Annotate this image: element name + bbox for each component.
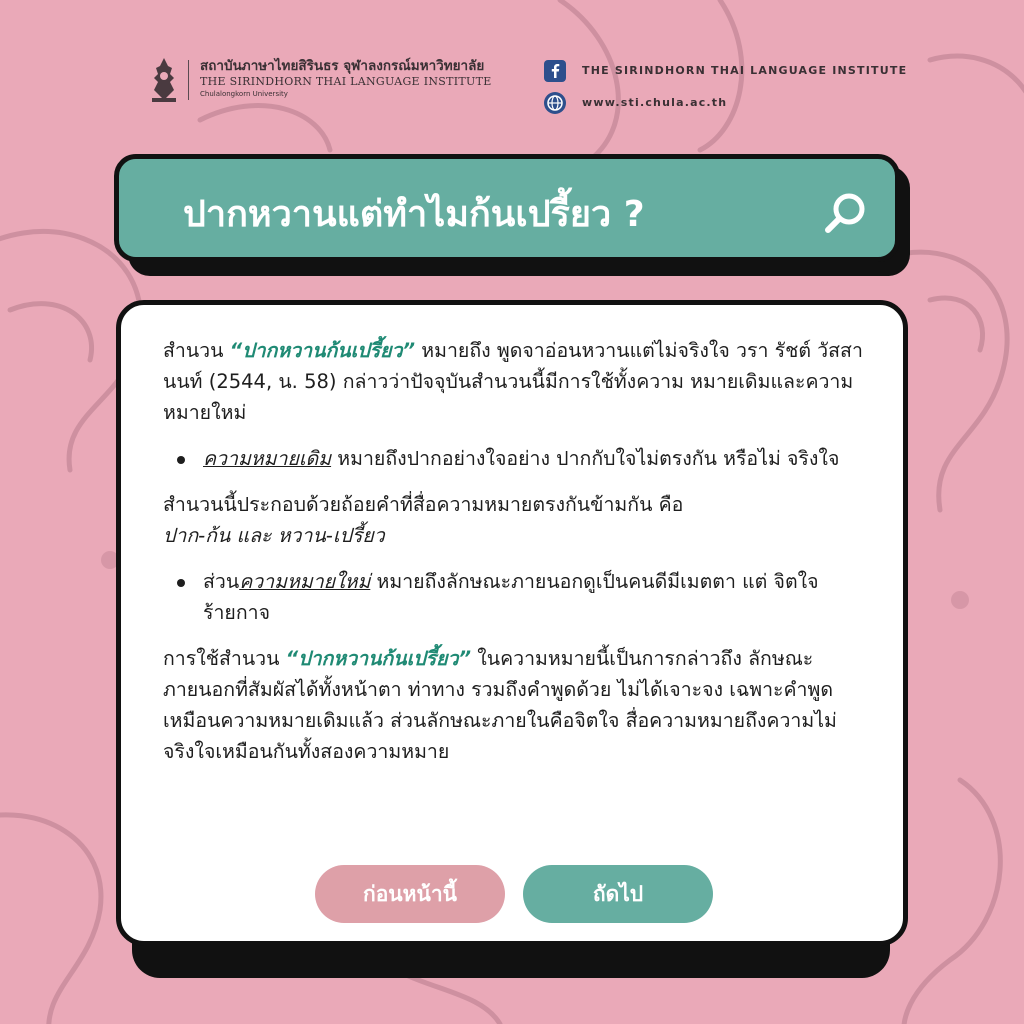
bullet-dot xyxy=(177,456,185,464)
institute-name-block xyxy=(200,58,492,99)
institute-name-thai: สถาบันภาษาไทยสิรินธร จุฬาลงกรณ์มหาวิทยาลัย xyxy=(200,58,485,74)
text-segment: การใช้สำนวน xyxy=(163,647,286,670)
bullet-original-meaning xyxy=(163,443,863,474)
text-segment: หมายถึงปากอย่างใจอย่าง ปากกับใจไม่ตรงกัน หรือไม่ จริงใจ xyxy=(331,447,840,470)
facebook-icon xyxy=(544,60,566,82)
content-card xyxy=(116,300,908,946)
logo-divider xyxy=(188,60,189,100)
text-segment: ในความหมายนี้เป็นการกล่าวถึง ลักษณะภายนอกที่สัมผัสได้ทั้งหน้าตา ท่าทาง รวมถึงคำพูดด้วย ไม่ได้เจาะจง เฉพาะคำพูดเหมือนความหมายเดิมแล้ว ส่วนลักษณะภายในคือจิตใจ สื่อความหมายถึงความไม่จริงใจเหมือนกันทั้งสองความหมาย xyxy=(163,647,837,763)
article-body xyxy=(163,335,863,782)
term-original-meaning: ความหมายเดิม xyxy=(203,447,332,470)
page-title: ปากหวานแต่ทำไมก้นเปรี้ยว ? xyxy=(183,194,645,235)
globe-icon xyxy=(544,92,566,114)
website-url: www.sti.chula.ac.th xyxy=(582,96,728,109)
next-button[interactable]: ถัดไป xyxy=(523,865,713,923)
idiom-highlight: “ปากหวานก้นเปรี้ยว” xyxy=(229,339,416,362)
text-segment: หมายถึงลักษณะภายนอกดูเป็นคนดีมีเมตตา แต่ จิตใจร้ายกาจ xyxy=(203,570,819,624)
text-segment: หมายถึง พูดจาอ่อนหวานแต่ไม่จริงใจ วรา รัชต์ วัสสานนท์ (2544, น. 58) กล่าวว่าปัจจุบันสำนวนนี้มีการใช้ทั้งความ หมายเดิมและความหมายใหม่ xyxy=(163,339,863,424)
term-new-meaning: ความหมายใหม่ xyxy=(239,570,371,593)
previous-button[interactable]: ก่อนหน้านี้ xyxy=(315,865,505,923)
paragraph-composition xyxy=(163,489,863,551)
text-segment: สำนวน xyxy=(163,339,230,362)
institute-name-english: THE SIRINDHORN THAI LANGUAGE INSTITUTE xyxy=(200,75,492,88)
university-name: Chulalongkorn University xyxy=(200,90,288,98)
header xyxy=(148,54,908,108)
text-segment: ส่วน xyxy=(203,570,240,593)
paragraph-usage xyxy=(163,643,863,767)
idiom-highlight: “ปากหวานก้นเปรี้ยว” xyxy=(285,647,472,670)
text-segment: สำนวนนี้ประกอบด้วยถ้อยคำที่สื่อความหมายตรงกันข้ามกัน คือ xyxy=(163,493,684,516)
facebook-label: THE SIRINDHORN THAI LANGUAGE INSTITUTE xyxy=(582,64,908,77)
word-pairs: ปาก-ก้น และ หวาน-เปรี้ยว xyxy=(163,524,385,547)
paragraph-intro xyxy=(163,335,863,428)
institute-logo xyxy=(148,56,180,104)
bullet-new-meaning xyxy=(163,566,863,628)
search-icon[interactable] xyxy=(821,189,871,237)
bullet-dot xyxy=(177,579,185,587)
title-bar xyxy=(114,154,900,262)
